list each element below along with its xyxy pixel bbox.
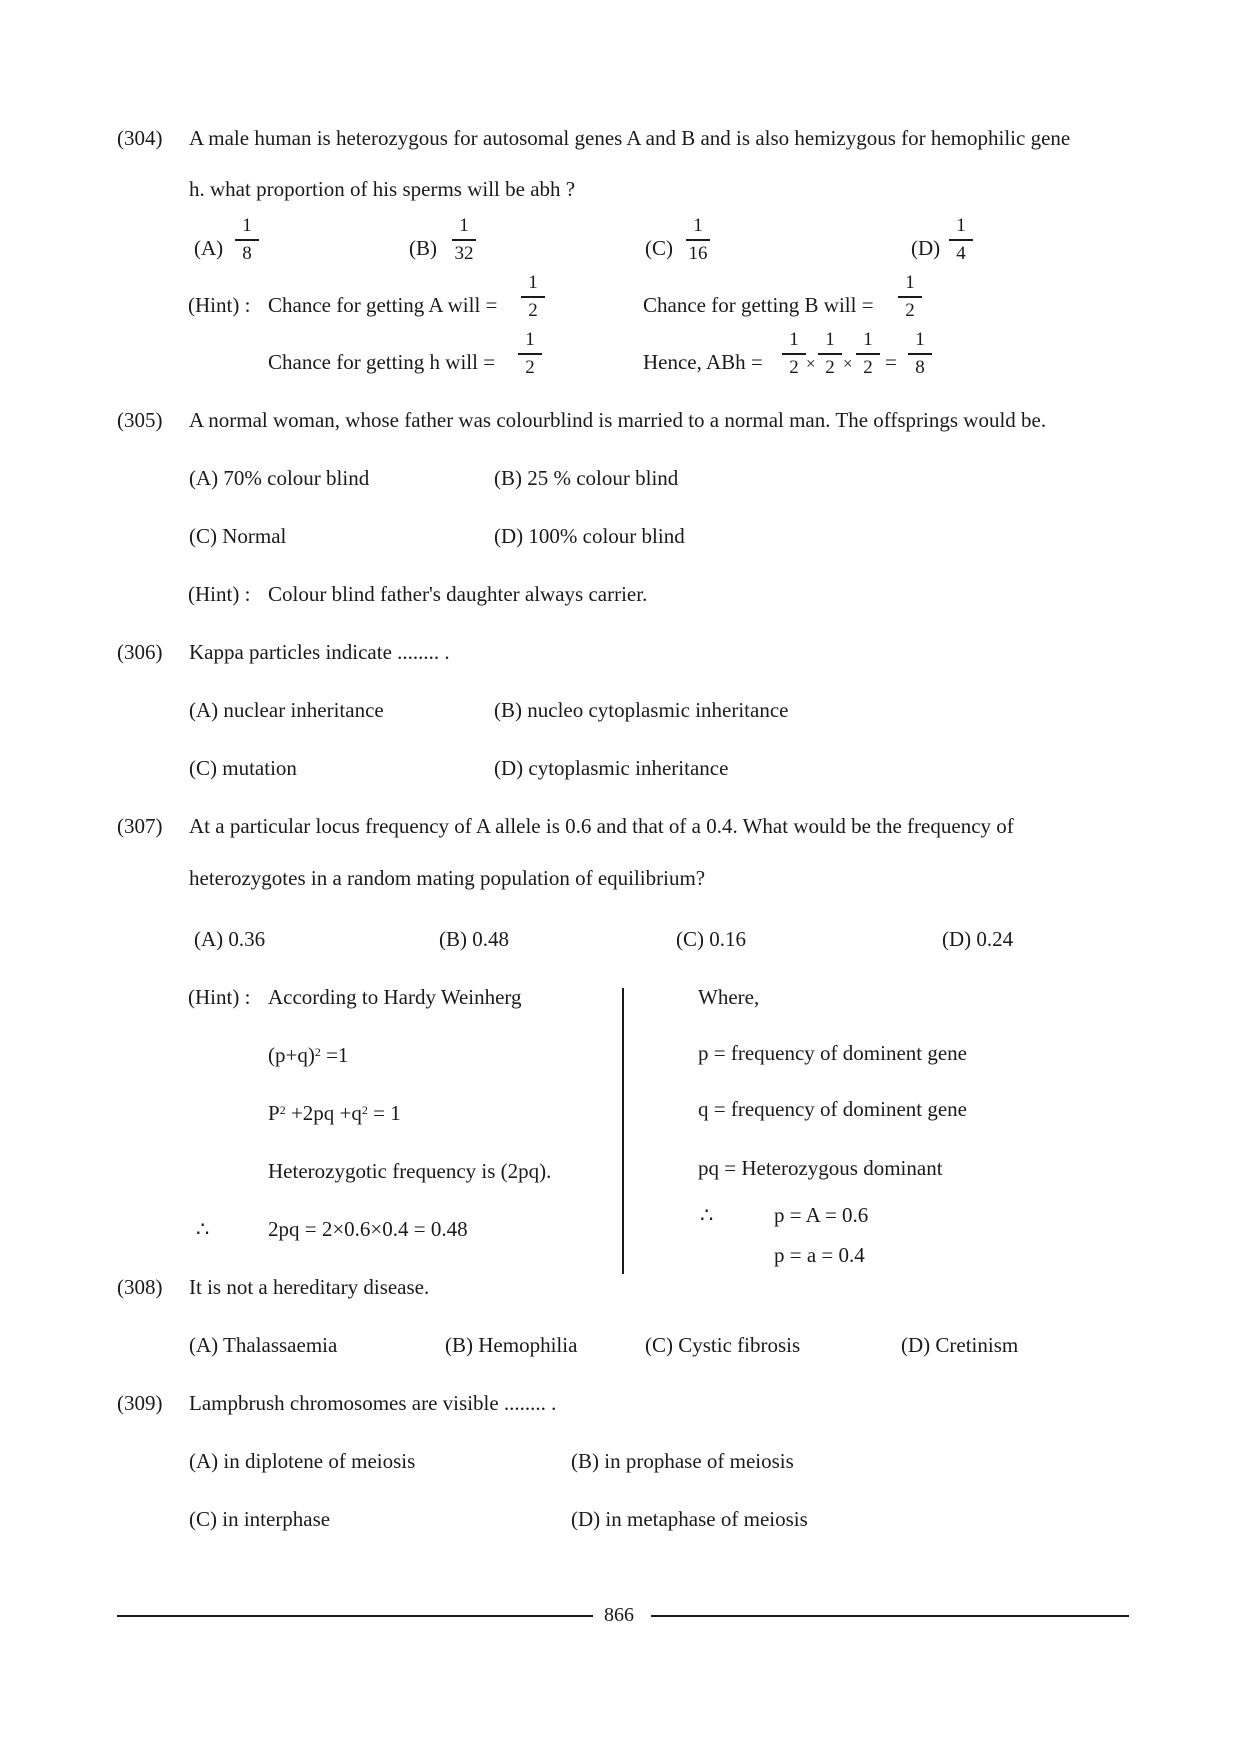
- question-number: (308): [117, 1275, 163, 1299]
- question-number: (306): [117, 640, 163, 664]
- question-number: (309): [117, 1391, 163, 1415]
- option-b: (B) in prophase of meiosis: [571, 1449, 794, 1473]
- option-c: (C) in interphase: [189, 1507, 331, 1531]
- option-fraction-b: 1 32: [444, 216, 484, 264]
- question-text: At a particular locus frequency of A allele is 0.6 and that of a 0.4. What would be the frequency of: [189, 814, 1014, 838]
- option-c: (C) 0.16: [676, 927, 746, 951]
- hint-fraction: 1 2: [810, 330, 850, 378]
- question-text: It is not a hereditary disease.: [189, 1275, 430, 1299]
- option-c: (C) mutation: [189, 756, 297, 780]
- option-fraction-a: 1 8: [227, 216, 267, 264]
- question-text-cont: heterozygotes in a random mating population of equilibrium?: [189, 866, 706, 890]
- option-d: (D) Cretinism: [901, 1333, 1019, 1357]
- hint-text: 2pq = 2×0.6×0.4 = 0.48: [268, 1217, 468, 1241]
- option-b: (B) nucleo cytoplasmic inheritance: [494, 698, 789, 722]
- footer-rule-right: [651, 1615, 1129, 1617]
- hint-text: Heterozygotic frequency is (2pq).: [268, 1159, 552, 1183]
- option-c: (C) Cystic fibrosis: [645, 1333, 801, 1357]
- hint-text: Hence, ABh =: [643, 350, 763, 374]
- hint-fraction: 1 2: [510, 330, 550, 378]
- question-number: (304): [117, 126, 163, 150]
- option-label-d: (D): [911, 236, 941, 260]
- hint-fraction: 1 2: [848, 330, 888, 378]
- option-d: (D) in metaphase of meiosis: [571, 1507, 808, 1531]
- hint-fraction: 1 2: [774, 330, 814, 378]
- option-fraction-c: 1 16: [678, 216, 718, 264]
- option-label-c: (C): [645, 236, 673, 260]
- option-c: (C) Normal: [189, 524, 287, 548]
- hint-text: According to Hardy Weinherg: [268, 985, 522, 1009]
- question-text: Lampbrush chromosomes are visible ........ .: [189, 1391, 557, 1415]
- equation-1: $(p+q)^2 =1$: [268, 1043, 349, 1067]
- option-a: (A) in diplotene of meiosis: [189, 1449, 416, 1473]
- hint-text: pq = Heterozygous dominant: [698, 1156, 943, 1180]
- hint-text: p = frequency of dominent gene: [698, 1041, 968, 1065]
- question-text-cont: h. what proportion of his sperms will be abh ?: [189, 177, 576, 201]
- hint-text: p = a = 0.4: [774, 1243, 865, 1267]
- hint-fraction: 1 2: [513, 273, 553, 321]
- question-text: A normal woman, whose father was colourblind is married to a normal man. The offsprings would be.: [189, 408, 1047, 432]
- hint-label: (Hint) :: [188, 985, 251, 1009]
- question-number: (307): [117, 814, 163, 838]
- question-text: Kappa particles indicate ........ .: [189, 640, 450, 664]
- option-d: (D) cytoplasmic inheritance: [494, 756, 729, 780]
- hint-text: Chance for getting h will =: [268, 350, 496, 374]
- question-number: (305): [117, 408, 163, 432]
- hint-fraction: 1 8: [900, 330, 940, 378]
- option-a: (A) Thalassaemia: [189, 1333, 338, 1357]
- option-a: (A) 70% colour blind: [189, 466, 370, 490]
- option-b: (B) 0.48: [439, 927, 509, 951]
- option-b: (B) 25 % colour blind: [494, 466, 679, 490]
- hint-label: (Hint) :: [188, 293, 251, 317]
- column-divider: [622, 988, 624, 1274]
- option-fraction-d: 1 4: [941, 216, 981, 264]
- option-label-b: (B): [409, 236, 437, 260]
- hint-text: p = A = 0.6: [774, 1203, 869, 1227]
- option-d: (D) 0.24: [942, 927, 1014, 951]
- footer-rule-left: [117, 1615, 593, 1617]
- option-a: (A) nuclear inheritance: [189, 698, 384, 722]
- option-b: (B) Hemophilia: [445, 1333, 578, 1357]
- where-label: Where,: [698, 985, 760, 1009]
- times-symbol: ×: [843, 354, 853, 373]
- page-number: 866: [604, 1604, 634, 1626]
- hint-text: Chance for getting A will =: [268, 293, 498, 317]
- option-d: (D) 100% colour blind: [494, 524, 685, 548]
- times-symbol: ×: [806, 354, 816, 373]
- option-a: (A) 0.36: [194, 927, 266, 951]
- hint-fraction: 1 2: [890, 273, 930, 321]
- hint-text: Chance for getting B will =: [643, 293, 874, 317]
- hint-label: (Hint) :: [188, 582, 251, 606]
- option-label-a: (A): [194, 236, 224, 260]
- hint-text: q = frequency of dominent gene: [698, 1097, 968, 1121]
- therefore-symbol: ∴: [196, 1217, 210, 1241]
- equals-symbol: =: [885, 350, 897, 374]
- equation-2: $P^2 +2pq +q^2 = 1$: [268, 1101, 401, 1125]
- hint-text: Colour blind father's daughter always carrier.: [268, 582, 648, 606]
- therefore-symbol: ∴: [700, 1203, 714, 1227]
- question-text: A male human is heterozygous for autosomal genes A and B and is also hemizygous for hemophilic gene: [189, 126, 1071, 150]
